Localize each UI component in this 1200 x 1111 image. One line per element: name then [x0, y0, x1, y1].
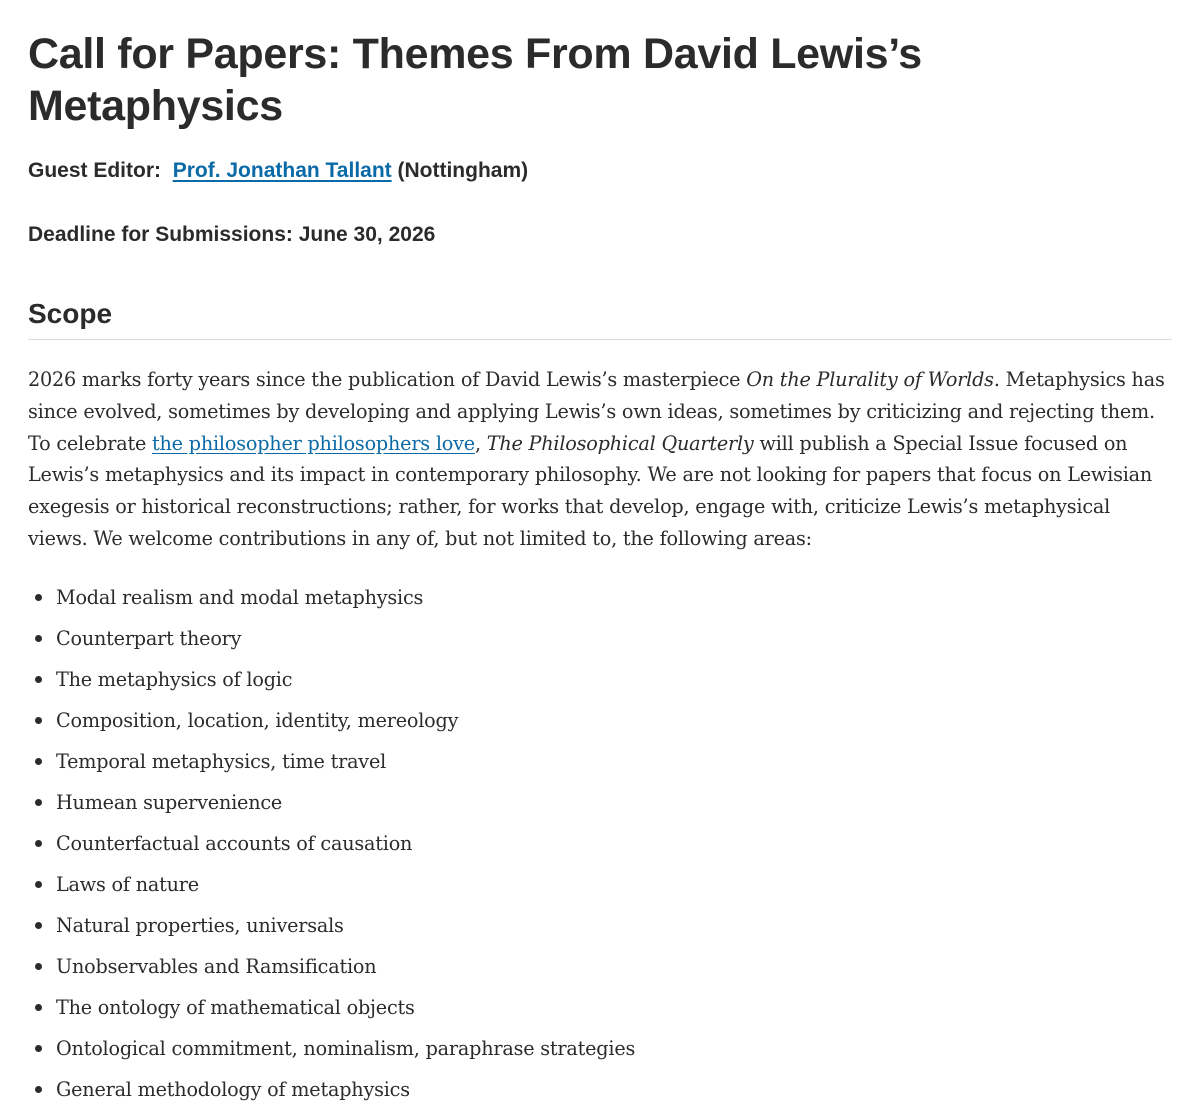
philosopher-link[interactable]: the philosopher philosophers love	[152, 431, 475, 455]
bullet-icon	[35, 635, 42, 642]
deadline-line: Deadline for Submissions: June 30, 2026	[28, 223, 436, 246]
page-title: Call for Papers: Themes From David Lewis’s Metaphysics	[28, 30, 922, 130]
topic-list-item	[28, 577, 1172, 618]
bullet-icon	[35, 799, 42, 806]
topic-label: The ontology of mathematical objects	[56, 995, 415, 1019]
topic-list-item	[28, 1028, 1172, 1069]
topic-label: The metaphysics of logic	[56, 667, 293, 691]
book-title: On the Plurality of Worlds	[746, 368, 994, 391]
bullet-icon	[35, 594, 42, 601]
topic-label: Natural properties, universals	[56, 913, 344, 937]
scope-text-2: . Metaphysics has since evolved, sometimes by developing and applying Lewis’s own ideas, sometimes by criticizing and rejecting them. To celebrate	[28, 368, 1165, 455]
topic-label: Composition, location, identity, mereology	[56, 708, 459, 732]
topic-list-item	[28, 864, 1172, 905]
scope-text-3: ,	[474, 431, 487, 455]
guest-editor-link[interactable]: Prof. Jonathan Tallant	[172, 159, 392, 182]
topic-list-item	[28, 741, 1172, 782]
guest-editor-affiliation: (Nottingham)	[397, 159, 529, 182]
topic-list-item	[28, 823, 1172, 864]
topic-list-item	[28, 1069, 1172, 1110]
topic-label: Temporal metaphysics, time travel	[56, 749, 387, 773]
bullet-icon	[35, 963, 42, 970]
journal-title: The Philosophical Quarterly	[486, 431, 754, 455]
bullet-icon	[35, 840, 42, 847]
bullet-icon	[35, 1086, 42, 1093]
guest-editor-label: Guest Editor:	[28, 159, 162, 182]
topic-list-item	[28, 905, 1172, 946]
topic-list-item	[28, 618, 1172, 659]
topic-list-item	[28, 700, 1172, 741]
bullet-icon	[35, 676, 42, 683]
topic-list-item	[28, 659, 1172, 700]
topic-label: Laws of nature	[56, 872, 199, 896]
topic-list-item	[28, 782, 1172, 823]
bullet-icon	[35, 922, 42, 929]
guest-editor-line	[28, 157, 1172, 185]
bullet-icon	[35, 758, 42, 765]
scope-paragraph	[28, 364, 1172, 555]
bullet-icon	[35, 1045, 42, 1052]
scope-text-4: will publish a Special Issue focused on Lewis’s metaphysics and its impact in contemporary philosophy. We are not looking for papers that focus on Lewisian exegesis or historical reconstructions; rather, for works that develop, engage with, criticize Lewis’s metaphysical views. We welcome contributions in any of, but not limited to, the following areas:	[28, 431, 1153, 550]
topic-label: Modal realism and modal metaphysics	[56, 585, 424, 609]
topic-label: Humean supervenience	[56, 790, 283, 814]
topic-list-item	[28, 946, 1172, 987]
bullet-icon	[35, 1004, 42, 1011]
topic-label: General methodology of metaphysics	[56, 1077, 410, 1101]
topic-label: Counterpart theory	[56, 626, 242, 650]
topic-label: Unobservables and Ramsification	[56, 954, 377, 978]
topic-list-item	[28, 987, 1172, 1028]
topic-label: Counterfactual accounts of causation	[56, 831, 413, 855]
scope-text-1: 2026 marks forty years since the publication of David Lewis’s masterpiece	[28, 368, 747, 391]
bullet-icon	[35, 717, 42, 724]
topics-list	[28, 577, 1172, 1110]
bullet-icon	[35, 881, 42, 888]
topic-label: Ontological commitment, nominalism, paraphrase strategies	[56, 1036, 636, 1060]
scope-heading: Scope	[28, 297, 1172, 340]
